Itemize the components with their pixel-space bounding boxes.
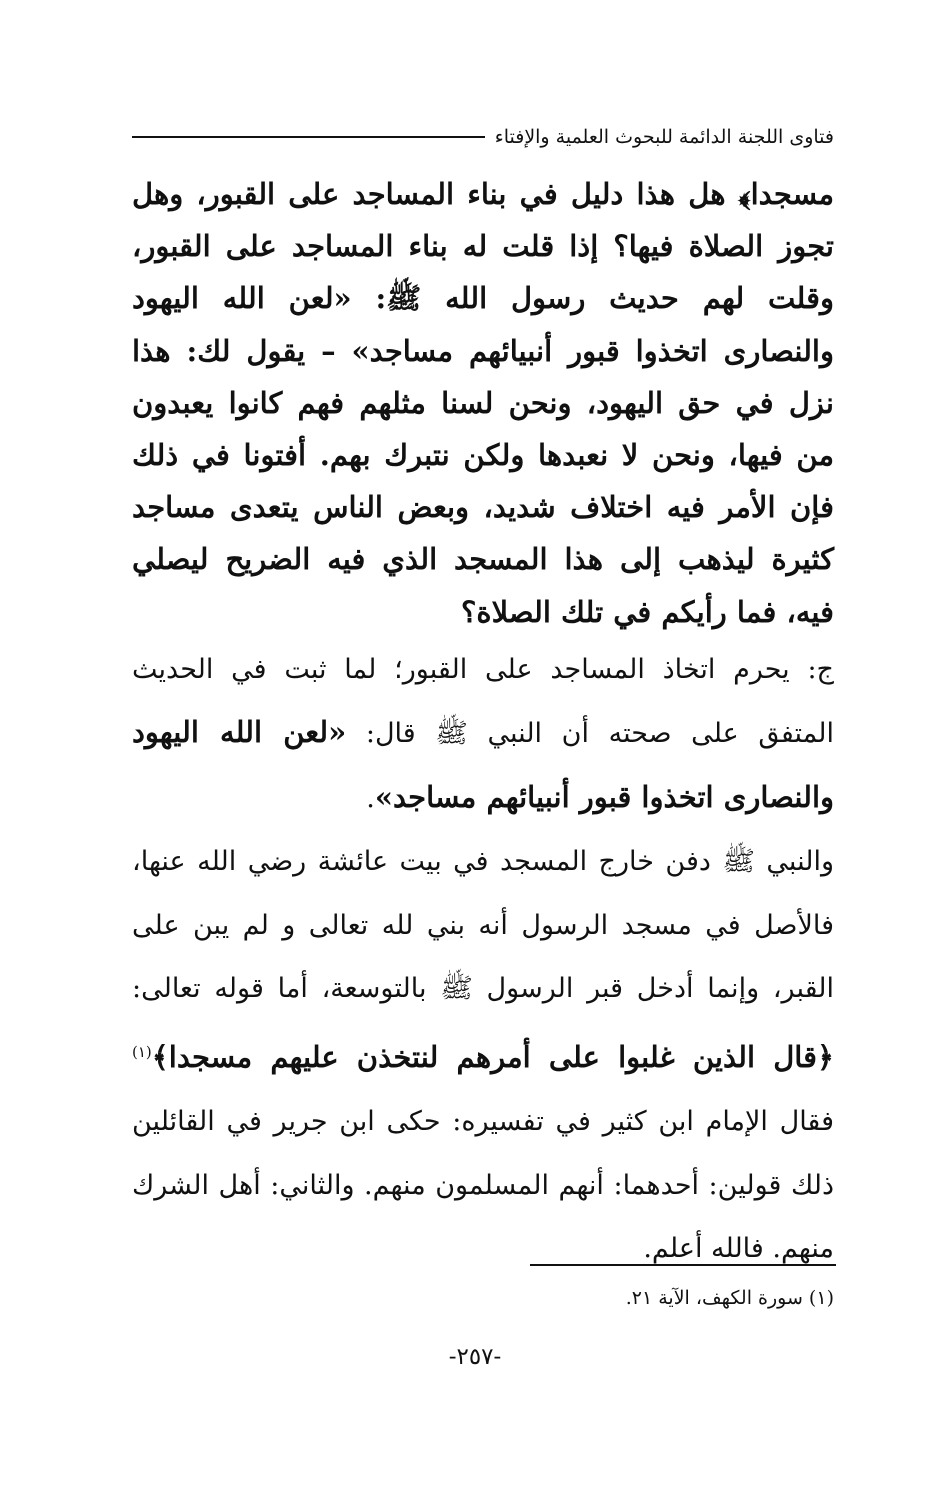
answer-p2-end: فقال الإمام ابن كثير في تفسيره: حكى ابن جرير في القائلين ذلك قولين: أحدهما: أنهم المسلمون منهم. والثاني: أهل الشرك منهم. فالله أعلم. (132, 1106, 834, 1265)
answer-paragraph-1 (132, 638, 834, 831)
footnote-ref: (١) (132, 1042, 152, 1061)
page-number: -٢٥٧- (448, 1344, 502, 1370)
main-text (132, 168, 834, 1281)
quran-verse: ﴿قال الذين غلبوا على أمرهم لنتخذن عليهم مسجدا﴾ (151, 1039, 834, 1074)
answer-p1-intro: ج: يحرم اتخاذ المساجد على القبور؛ لما ثبت في الحديث المتفق على صحته أن النبي ﷺ قال: (132, 653, 835, 750)
answer-p1-end: . (366, 782, 375, 814)
footnote-rule (530, 1264, 836, 1266)
hadith-quote: «لعن الله اليهود والنصارى اتخذوا قبور أنبيائهم مساجد» (132, 715, 834, 814)
running-header (132, 122, 834, 152)
answer-paragraph-2 (132, 830, 834, 1281)
footnote: (١) سورة الكهف، الآية ٢١. (625, 1287, 834, 1309)
header-title: فتاوى اللجنة الدائمة للبحوث العلمية والإفتاء (494, 126, 834, 148)
question-paragraph: مسجدا﴾ هل هذا دليل في بناء المساجد على القبور، وهل تجوز الصلاة فيها؟ إذا قلت له بناء المساجد على القبور، وقلت لهم حديث رسول الله ﷺ: «لعن الله اليهود والنصارى اتخذوا قبور أنبيائهم مساجد» – يقول لك: هذا نزل في حق اليهود، ونحن لسنا مثلهم فهم كانوا يعبدون من فيها، ونحن لا نعبدها ولكن نتبرك بهم. أفتونا في ذلك فإن الأمر فيه اختلاف شديد، وبعض الناس يتعدى مساجد كثيرة ليذهب إلى هذا المسجد الذي فيه الضريح ليصلي فيه، فما رأيكم في تلك الصلاة؟ (132, 177, 834, 629)
answer-p2-intro: والنبي ﷺ دفن خارج المسجد في بيت عائشة رضي الله عنها، فالأصل في مسجد الرسول أنه بني لله تعالى و لم يبن على القبر، وإنما أدخل قبر الرسول ﷺ بالتوسعة، أما قوله تعالى: (132, 846, 834, 1005)
header-rule (132, 136, 485, 138)
